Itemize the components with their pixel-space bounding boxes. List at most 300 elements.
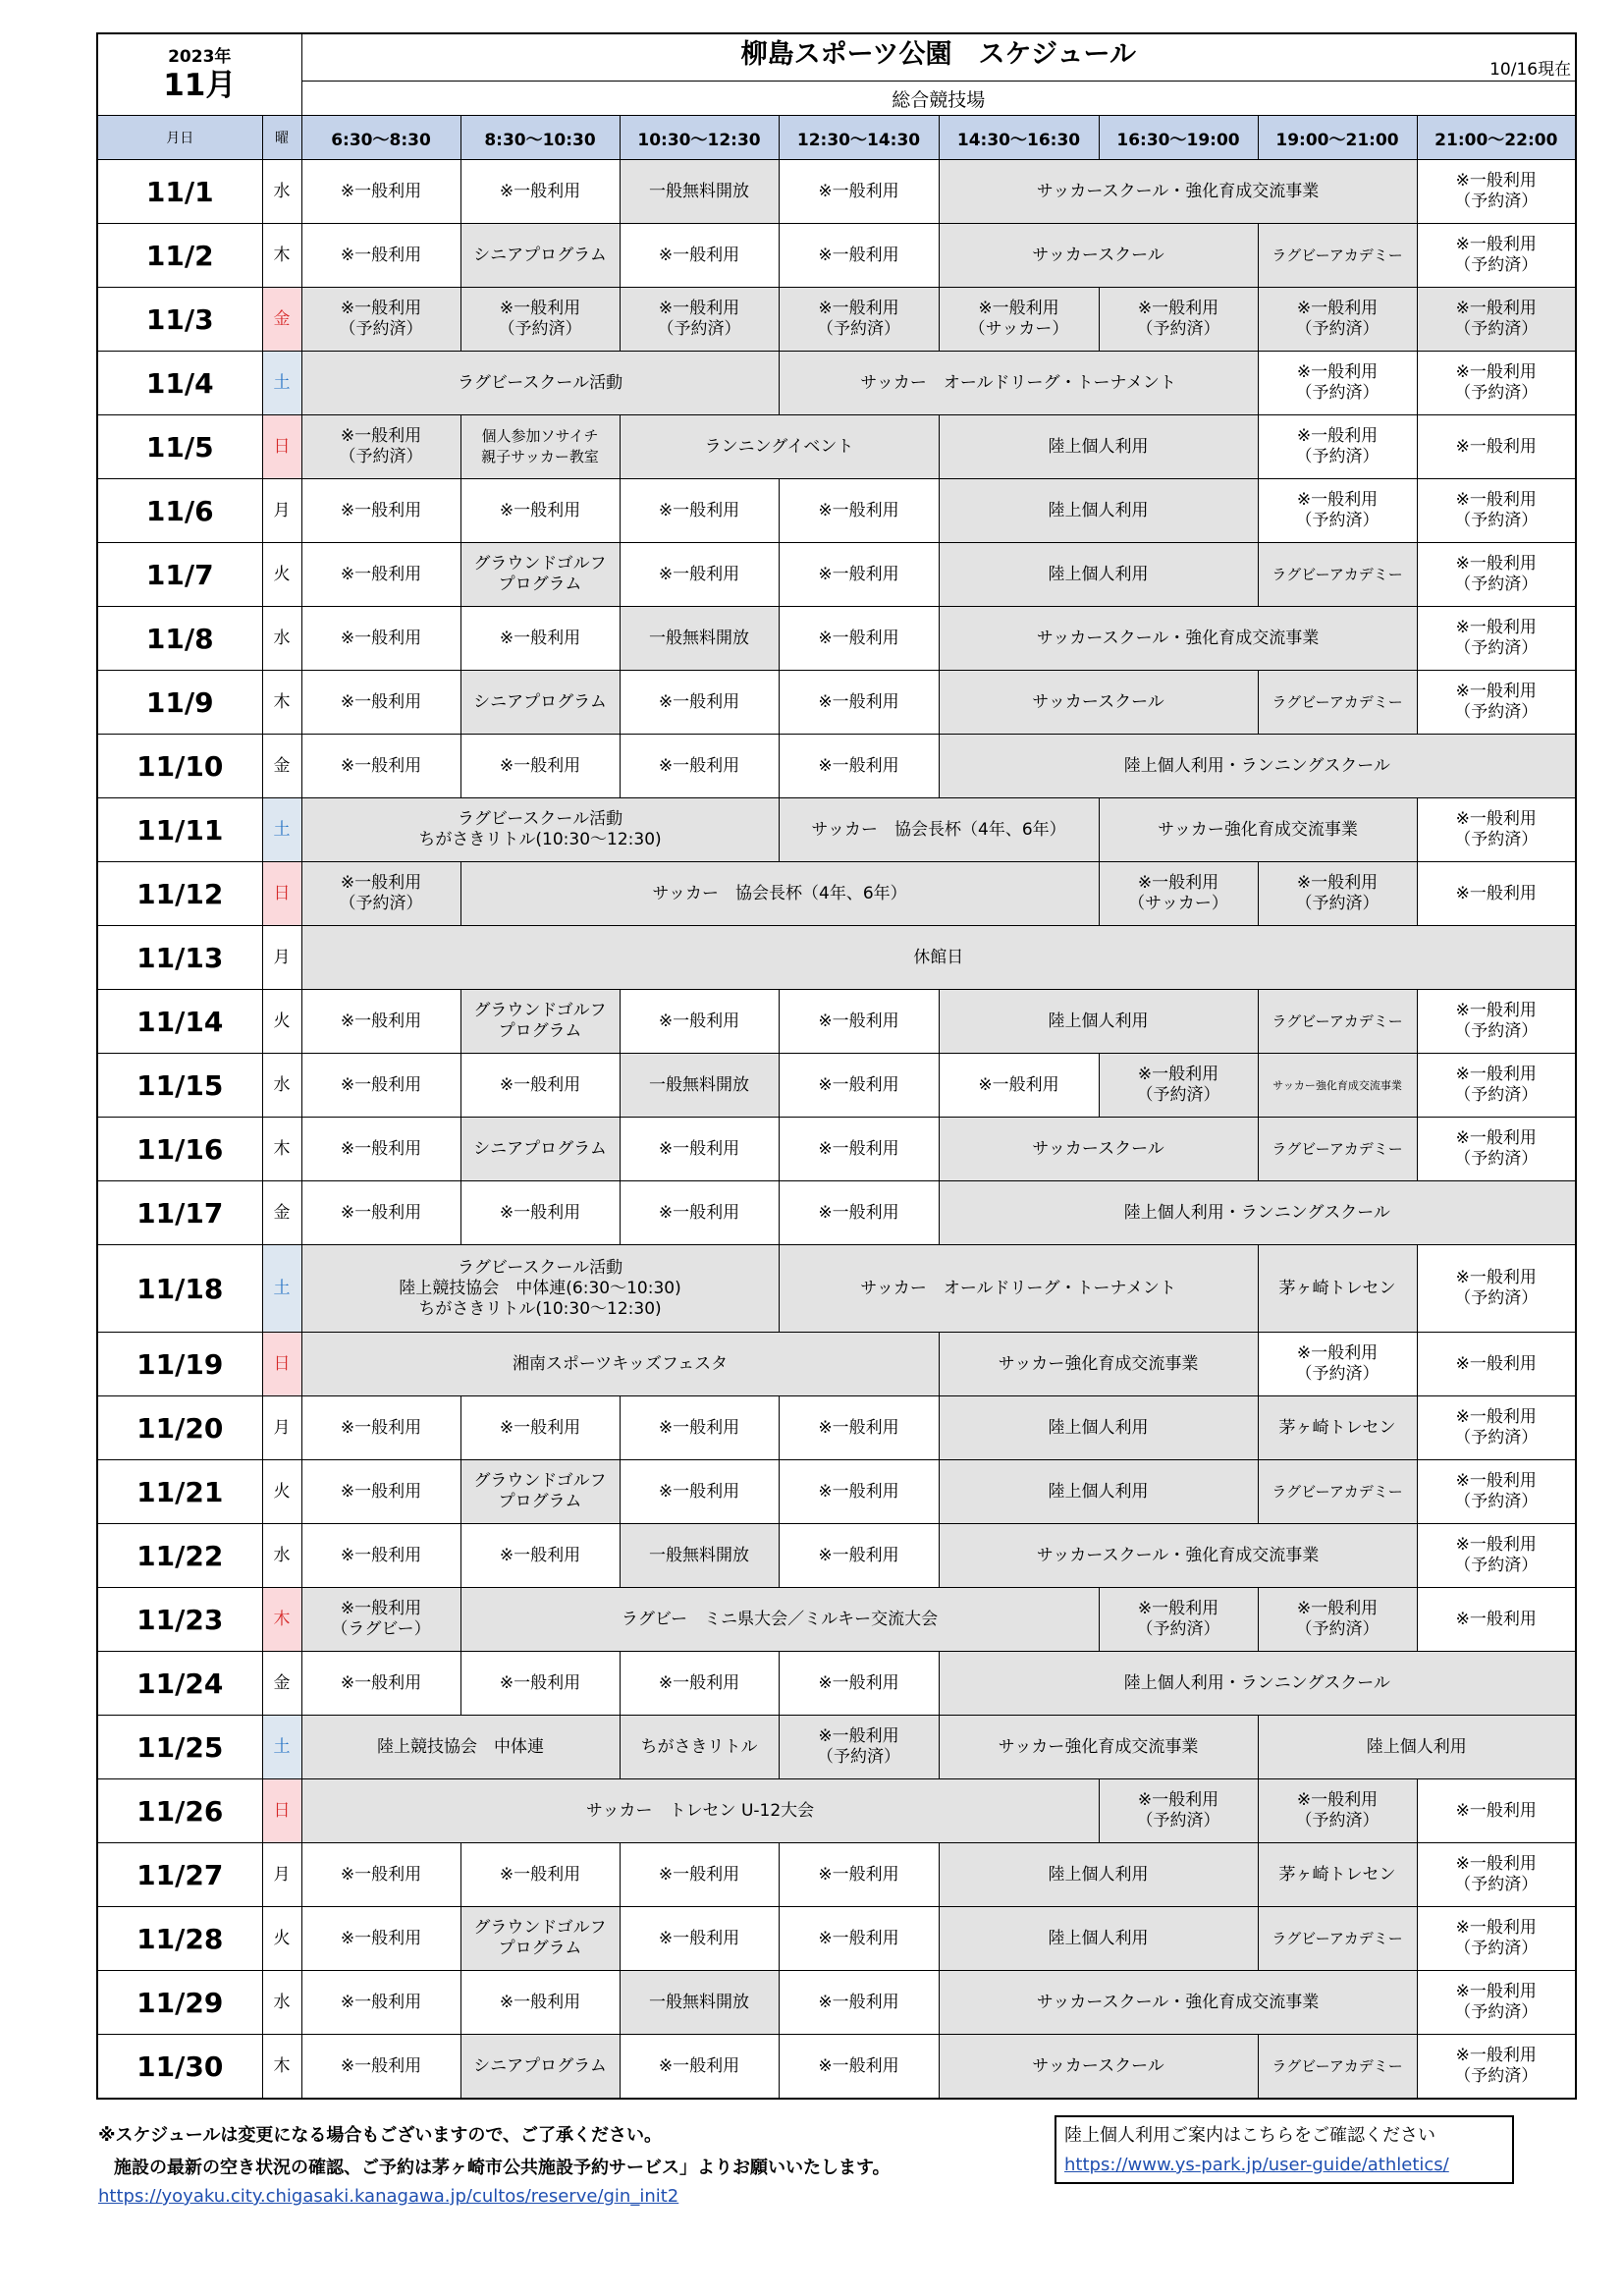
schedule-cell bbox=[460, 1396, 620, 1460]
cell-text-line: ※一般利用 bbox=[499, 181, 581, 201]
cell-text-line: ※一般利用 bbox=[1455, 362, 1537, 382]
cell-text-line: ※一般利用 bbox=[818, 1726, 899, 1746]
cell-text-line: ラグビーアカデミー bbox=[1271, 565, 1403, 583]
cell-text-line: ※一般利用 bbox=[818, 299, 899, 318]
cell-text-line: ※一般利用 bbox=[340, 1672, 422, 1693]
schedule-cell bbox=[620, 224, 779, 288]
schedule-cell bbox=[1417, 543, 1576, 607]
schedule-cell bbox=[620, 1907, 779, 1971]
cell-text-line: ※一般利用 bbox=[818, 2055, 899, 2076]
row-date: 11/6 bbox=[97, 479, 262, 543]
cell-text-line: （予約済） bbox=[498, 319, 582, 339]
schedule-cell bbox=[620, 415, 939, 479]
cell-text-line: プログラム bbox=[498, 1492, 582, 1511]
cell-text-line: （予約済） bbox=[1454, 1492, 1539, 1511]
schedule-cell bbox=[939, 1333, 1258, 1396]
schedule-cell bbox=[1417, 1779, 1576, 1843]
schedule-cell bbox=[1258, 352, 1417, 415]
schedule-row bbox=[97, 735, 1576, 798]
schedule-cell bbox=[1099, 288, 1258, 352]
cell-text-line: プログラム bbox=[498, 1939, 582, 1958]
schedule-cell bbox=[620, 1118, 779, 1181]
cell-text-line: ※一般利用 bbox=[1455, 1353, 1537, 1374]
schedule-cell bbox=[939, 543, 1258, 607]
row-weekday: 金 bbox=[262, 1652, 301, 1716]
schedule-cell bbox=[460, 479, 620, 543]
schedule-cell bbox=[1417, 224, 1576, 288]
cell-text-line: ※一般利用 bbox=[499, 628, 581, 648]
cell-text-line: （予約済） bbox=[817, 1747, 901, 1767]
schedule-cell bbox=[620, 990, 779, 1054]
schedule-row bbox=[97, 1396, 1576, 1460]
schedule-cell bbox=[620, 2035, 779, 2100]
schedule-cell bbox=[301, 1333, 939, 1396]
cell-text-line: ※一般利用 bbox=[340, 873, 422, 893]
schedule-cell bbox=[779, 1054, 939, 1118]
schedule-row bbox=[97, 607, 1576, 671]
schedule-cell bbox=[301, 1588, 460, 1652]
cell-text-line: ※一般利用 bbox=[1455, 436, 1537, 457]
schedule-cell bbox=[1417, 862, 1576, 926]
row-weekday: 水 bbox=[262, 607, 301, 671]
schedule-cell bbox=[939, 160, 1417, 224]
cell-text-line: ※一般利用 bbox=[499, 500, 581, 520]
cell-text-line: ※一般利用 bbox=[1296, 1599, 1379, 1618]
schedule-cell bbox=[460, 2035, 620, 2100]
row-date: 11/22 bbox=[97, 1524, 262, 1588]
cell-text-line: ※一般利用 bbox=[658, 500, 740, 520]
cell-text-line: ※一般利用 bbox=[1455, 490, 1537, 510]
schedule-cell bbox=[779, 2035, 939, 2100]
schedule-row bbox=[97, 671, 1576, 735]
cell-text-line: 一般無料開放 bbox=[649, 1074, 750, 1095]
row-weekday: 土 bbox=[262, 1716, 301, 1779]
schedule-cell bbox=[460, 735, 620, 798]
schedule-cell bbox=[939, 415, 1258, 479]
schedule-cell bbox=[620, 1460, 779, 1524]
schedule-cell bbox=[1417, 1460, 1576, 1524]
schedule-cell bbox=[620, 1716, 779, 1779]
cell-text-line: ラグビーアカデミー bbox=[1271, 1929, 1403, 1947]
cell-text-line: ※一般利用 bbox=[340, 564, 422, 584]
schedule-table bbox=[96, 32, 1577, 2100]
year-label: 2023年 bbox=[168, 47, 232, 67]
cell-text-line: ※一般利用 bbox=[1455, 883, 1537, 903]
schedule-cell bbox=[1417, 1245, 1576, 1333]
cell-text-line: ※一般利用 bbox=[818, 1992, 899, 2012]
cell-text-line: サッカー強化育成交流事業 bbox=[998, 1736, 1199, 1757]
col-header-slot: 10:30～12:30 bbox=[620, 116, 779, 160]
schedule-row bbox=[97, 1843, 1576, 1907]
schedule-cell bbox=[779, 798, 1099, 862]
cell-text-line: ※一般利用 bbox=[340, 1074, 422, 1095]
cell-text-line: ※一般利用 bbox=[658, 299, 740, 318]
cell-text-line: ※一般利用 bbox=[1296, 1790, 1379, 1810]
athletics-info-link[interactable]: https://www.ys-park.jp/user-guide/athletics/ bbox=[1064, 2155, 1449, 2175]
cell-text-line: ラグビースクール活動 bbox=[457, 372, 623, 393]
schedule-cell bbox=[779, 990, 939, 1054]
schedule-row bbox=[97, 415, 1576, 479]
cell-text-line: ※一般利用 bbox=[818, 628, 899, 648]
schedule-cell bbox=[301, 798, 779, 862]
row-date: 11/12 bbox=[97, 862, 262, 926]
schedule-cell bbox=[779, 1396, 939, 1460]
schedule-cell bbox=[779, 1716, 939, 1779]
cell-text-line: ※一般利用 bbox=[499, 1202, 581, 1223]
row-weekday: 木 bbox=[262, 1588, 301, 1652]
cell-text-line: ※一般利用 bbox=[1137, 299, 1219, 318]
row-weekday: 木 bbox=[262, 2035, 301, 2100]
cell-text-line: ※一般利用 bbox=[1455, 682, 1537, 701]
cell-text-line: ※一般利用 bbox=[818, 1545, 899, 1565]
schedule-cell bbox=[1099, 798, 1417, 862]
cell-text-line: （予約済） bbox=[1454, 638, 1539, 658]
schedule-cell bbox=[301, 990, 460, 1054]
cell-text-line: グラウンドゴルフ bbox=[473, 554, 607, 574]
cell-text-line: ※一般利用 bbox=[1455, 1407, 1537, 1427]
schedule-cell bbox=[1258, 1054, 1417, 1118]
schedule-cell bbox=[939, 1652, 1576, 1716]
schedule-cell bbox=[620, 607, 779, 671]
cell-text-line: ※一般利用 bbox=[1137, 1065, 1219, 1084]
cell-text-line: ※一般利用 bbox=[818, 245, 899, 265]
row-date: 11/27 bbox=[97, 1843, 262, 1907]
cell-text-line: 陸上個人利用 bbox=[1048, 1928, 1149, 1948]
row-date: 11/10 bbox=[97, 735, 262, 798]
cell-text-line: ※一般利用 bbox=[340, 1011, 422, 1031]
schedule-cell bbox=[1417, 479, 1576, 543]
schedule-cell bbox=[939, 288, 1099, 352]
schedule-cell bbox=[301, 735, 460, 798]
schedule-cell bbox=[301, 415, 460, 479]
cell-text-line: ※一般利用 bbox=[1455, 299, 1537, 318]
cell-text-line: ※一般利用 bbox=[499, 755, 581, 776]
cell-text-line: ※一般利用 bbox=[658, 1011, 740, 1031]
row-weekday: 水 bbox=[262, 1054, 301, 1118]
cell-text-line: ラグビーアカデミー bbox=[1271, 246, 1403, 264]
schedule-cell bbox=[1258, 1245, 1417, 1333]
row-date: 11/14 bbox=[97, 990, 262, 1054]
schedule-cell bbox=[939, 1054, 1099, 1118]
schedule-row bbox=[97, 1524, 1576, 1588]
cell-text-line: ※一般利用 bbox=[658, 1417, 740, 1438]
cell-text-line: ※一般利用 bbox=[818, 1481, 899, 1502]
cell-text-line: 陸上個人利用 bbox=[1048, 564, 1149, 584]
row-weekday: 土 bbox=[262, 1245, 301, 1333]
cell-text-line: ※一般利用 bbox=[658, 564, 740, 584]
schedule-row bbox=[97, 224, 1576, 288]
schedule-cell bbox=[939, 990, 1258, 1054]
row-date: 11/23 bbox=[97, 1588, 262, 1652]
schedule-cell bbox=[460, 1181, 620, 1245]
cell-text-line: ラグビースクール活動 bbox=[457, 809, 623, 829]
note-change: ※スケジュールは変更になる場合もございますので、ご了承ください。 bbox=[98, 2125, 663, 2146]
cell-text-line: ちがさきリトル(10:30～12:30) bbox=[418, 830, 662, 849]
row-weekday: 火 bbox=[262, 1907, 301, 1971]
cell-text-line: サッカースクール bbox=[1032, 691, 1164, 712]
col-header-slot: 14:30～16:30 bbox=[939, 116, 1099, 160]
schedule-cell bbox=[460, 1054, 620, 1118]
cell-text-line: サッカー強化育成交流事業 bbox=[998, 1353, 1199, 1374]
schedule-cell bbox=[620, 160, 779, 224]
row-date: 11/25 bbox=[97, 1716, 262, 1779]
row-date: 11/21 bbox=[97, 1460, 262, 1524]
row-date: 11/17 bbox=[97, 1181, 262, 1245]
cell-text-line: 個人参加ソサイチ bbox=[481, 427, 599, 445]
row-weekday: 火 bbox=[262, 990, 301, 1054]
cell-text-line: ※一般利用 bbox=[818, 755, 899, 776]
schedule-cell bbox=[460, 607, 620, 671]
schedule-cell bbox=[939, 2035, 1258, 2100]
cell-text-line: ラグビーアカデミー bbox=[1271, 692, 1403, 711]
row-weekday: 金 bbox=[262, 735, 301, 798]
cell-text-line: ※一般利用 bbox=[1455, 1918, 1537, 1938]
cell-text-line: サッカースクール・強化育成交流事業 bbox=[1036, 1545, 1320, 1565]
cell-text-line: （予約済） bbox=[1136, 319, 1220, 339]
cell-text-line: ランニングイベント bbox=[704, 436, 854, 457]
cell-text-line: ※一般利用 bbox=[1455, 1800, 1537, 1821]
cell-text-line: （予約済） bbox=[1136, 1619, 1220, 1639]
cell-text-line: ※一般利用 bbox=[499, 299, 581, 318]
row-weekday: 木 bbox=[262, 671, 301, 735]
cell-text-line: ※一般利用 bbox=[1296, 1343, 1379, 1363]
cell-text-line: 陸上個人利用・ランニングスクール bbox=[1123, 1672, 1390, 1693]
venue-name: 総合競技場 bbox=[301, 82, 1576, 116]
schedule-cell bbox=[301, 1396, 460, 1460]
cell-text-line: ※一般利用 bbox=[1455, 1609, 1537, 1629]
athletics-info-box bbox=[1055, 2115, 1514, 2184]
schedule-cell bbox=[1258, 1843, 1417, 1907]
col-header-slot: 19:00～21:00 bbox=[1258, 116, 1417, 160]
cell-text-line: サッカースクール bbox=[1032, 2055, 1164, 2076]
cell-text-line: （予約済） bbox=[1295, 383, 1380, 403]
schedule-row bbox=[97, 1460, 1576, 1524]
schedule-cell bbox=[1417, 352, 1576, 415]
schedule-row bbox=[97, 990, 1576, 1054]
row-date: 11/15 bbox=[97, 1054, 262, 1118]
row-date: 11/13 bbox=[97, 926, 262, 990]
schedule-cell bbox=[301, 1652, 460, 1716]
schedule-cell bbox=[939, 1971, 1417, 2035]
cell-text-line: ※一般利用 bbox=[818, 691, 899, 712]
schedule-cell bbox=[779, 288, 939, 352]
row-weekday: 水 bbox=[262, 160, 301, 224]
cell-text-line: 休館日 bbox=[913, 947, 964, 967]
schedule-cell bbox=[779, 671, 939, 735]
cell-text-line: 茅ヶ崎トレセン bbox=[1278, 1278, 1396, 1298]
schedule-row bbox=[97, 1716, 1576, 1779]
schedule-cell bbox=[1417, 798, 1576, 862]
schedule-cell bbox=[1417, 1054, 1576, 1118]
schedule-cell bbox=[301, 1779, 1099, 1843]
cell-text-line: ※一般利用 bbox=[818, 1672, 899, 1693]
cell-text-line: ※一般利用 bbox=[340, 1992, 422, 2012]
schedule-cell bbox=[460, 1118, 620, 1181]
schedule-row bbox=[97, 2035, 1576, 2100]
cell-text-line: グラウンドゴルフ bbox=[473, 1918, 607, 1938]
cell-text-line: ※一般利用 bbox=[818, 181, 899, 201]
schedule-cell bbox=[1258, 1396, 1417, 1460]
schedule-row bbox=[97, 288, 1576, 352]
schedule-cell bbox=[1258, 671, 1417, 735]
schedule-cell bbox=[620, 735, 779, 798]
cell-text-line: サッカースクール・強化育成交流事業 bbox=[1036, 628, 1320, 648]
cell-text-line: ※一般利用 bbox=[340, 628, 422, 648]
as-of-date: 10/16現在 bbox=[1489, 60, 1572, 81]
schedule-cell bbox=[939, 1118, 1258, 1181]
cell-text-line: サッカースクール bbox=[1032, 1138, 1164, 1159]
cell-text-line: サッカースクール・強化育成交流事業 bbox=[1036, 181, 1320, 201]
cell-text-line: ※一般利用 bbox=[1455, 1471, 1537, 1491]
cell-text-line: ※一般利用 bbox=[658, 1864, 740, 1885]
schedule-cell bbox=[460, 288, 620, 352]
schedule-cell bbox=[939, 1181, 1576, 1245]
schedule-row bbox=[97, 543, 1576, 607]
cell-text-line: （予約済） bbox=[1454, 1556, 1539, 1575]
cell-text-line: （サッカー） bbox=[968, 319, 1069, 339]
row-weekday: 金 bbox=[262, 1181, 301, 1245]
schedule-cell bbox=[620, 1843, 779, 1907]
cell-text-line: ※一般利用 bbox=[1137, 1599, 1219, 1618]
cell-text-line: ※一般利用 bbox=[340, 426, 422, 446]
cell-text-line: ※一般利用 bbox=[1455, 235, 1537, 254]
cell-text-line: ※一般利用 bbox=[818, 1864, 899, 1885]
cell-text-line: 陸上個人利用 bbox=[1048, 1417, 1149, 1438]
schedule-cell bbox=[460, 671, 620, 735]
schedule-cell bbox=[620, 288, 779, 352]
schedule-cell bbox=[779, 1907, 939, 1971]
cell-text-line: ※一般利用 bbox=[1455, 554, 1537, 574]
cell-text-line: ※一般利用 bbox=[1296, 299, 1379, 318]
cell-text-line: ラグビーアカデミー bbox=[1271, 1482, 1403, 1501]
schedule-row bbox=[97, 1652, 1576, 1716]
schedule-cell bbox=[1417, 1843, 1576, 1907]
cell-text-line: プログラム bbox=[498, 574, 582, 594]
cell-text-line: （予約済） bbox=[1454, 1085, 1539, 1105]
cell-text-line: シニアプログラム bbox=[473, 1138, 607, 1159]
reservation-link[interactable]: https://yoyaku.city.chigasaki.kanagawa.jp/cultos/reserve/gin_init2 bbox=[98, 2186, 679, 2207]
schedule-row bbox=[97, 160, 1576, 224]
column-header-row bbox=[97, 116, 1576, 160]
cell-text-line: 陸上個人利用・ランニングスクール bbox=[1123, 1202, 1390, 1223]
schedule-cell bbox=[1258, 1333, 1417, 1396]
row-weekday: 火 bbox=[262, 1460, 301, 1524]
schedule-row bbox=[97, 1333, 1576, 1396]
schedule-cell bbox=[620, 1396, 779, 1460]
schedule-cell bbox=[460, 1652, 620, 1716]
row-weekday: 日 bbox=[262, 862, 301, 926]
cell-text-line: ※一般利用 bbox=[658, 1928, 740, 1948]
row-weekday: 日 bbox=[262, 1333, 301, 1396]
row-weekday: 月 bbox=[262, 479, 301, 543]
schedule-cell bbox=[620, 479, 779, 543]
cell-text-line: サッカースクール・強化育成交流事業 bbox=[1036, 1992, 1320, 2012]
schedule-row bbox=[97, 1907, 1576, 1971]
schedule-cell bbox=[1258, 479, 1417, 543]
schedule-cell bbox=[301, 1843, 460, 1907]
schedule-cell bbox=[1417, 288, 1576, 352]
cell-text-line: （予約済） bbox=[1295, 1619, 1380, 1639]
schedule-cell bbox=[1258, 862, 1417, 926]
schedule-cell bbox=[779, 1971, 939, 2035]
schedule-cell bbox=[301, 1524, 460, 1588]
schedule-cell bbox=[1258, 1588, 1417, 1652]
cell-text-line: （予約済） bbox=[1454, 1428, 1539, 1448]
schedule-cell bbox=[779, 735, 939, 798]
schedule-cell bbox=[939, 607, 1417, 671]
row-weekday: 水 bbox=[262, 1524, 301, 1588]
cell-text-line: （予約済） bbox=[1295, 511, 1380, 530]
cell-text-line: （予約済） bbox=[1454, 702, 1539, 722]
schedule-cell bbox=[1258, 1779, 1417, 1843]
schedule-cell bbox=[460, 160, 620, 224]
cell-text-line: ※一般利用 bbox=[499, 1992, 581, 2012]
col-header-slot: 12:30～14:30 bbox=[779, 116, 939, 160]
row-weekday: 月 bbox=[262, 1843, 301, 1907]
schedule-row bbox=[97, 862, 1576, 926]
schedule-cell bbox=[1417, 415, 1576, 479]
cell-text-line: ※一般利用 bbox=[658, 1481, 740, 1502]
schedule-cell bbox=[779, 607, 939, 671]
cell-text-line: サッカー強化育成交流事業 bbox=[1158, 819, 1358, 840]
schedule-row bbox=[97, 479, 1576, 543]
cell-text-line: （予約済） bbox=[657, 319, 741, 339]
cell-text-line: サッカー 協会長杯（4年、6年） bbox=[652, 883, 907, 903]
cell-text-line: ※一般利用 bbox=[340, 1202, 422, 1223]
cell-text-line: ※一般利用 bbox=[340, 755, 422, 776]
cell-text-line: ※一般利用 bbox=[1455, 1128, 1537, 1148]
note-reservation: 施設の最新の空き状況の確認、ご予約は茅ヶ崎市公共施設予約サービス」よりお願いいたします。 bbox=[114, 2158, 891, 2178]
cell-text-line: 陸上個人利用 bbox=[1048, 436, 1149, 457]
schedule-cell bbox=[460, 1524, 620, 1588]
schedule-cell bbox=[1099, 1054, 1258, 1118]
cell-text-line: プログラム bbox=[498, 1021, 582, 1041]
schedule-cell bbox=[620, 1652, 779, 1716]
schedule-cell bbox=[1417, 1588, 1576, 1652]
row-date: 11/29 bbox=[97, 1971, 262, 2035]
schedule-cell bbox=[779, 1524, 939, 1588]
schedule-cell bbox=[620, 1054, 779, 1118]
row-date: 11/11 bbox=[97, 798, 262, 862]
schedule-cell bbox=[939, 671, 1258, 735]
cell-text-line: ※一般利用 bbox=[818, 500, 899, 520]
schedule-cell bbox=[779, 160, 939, 224]
cell-text-line: （予約済） bbox=[1136, 1811, 1220, 1831]
schedule-row bbox=[97, 1588, 1576, 1652]
schedule-row bbox=[97, 1181, 1576, 1245]
cell-text-line: 茅ヶ崎トレセン bbox=[1278, 1417, 1396, 1438]
row-weekday: 金 bbox=[262, 288, 301, 352]
schedule-cell bbox=[301, 1460, 460, 1524]
cell-text-line: ※一般利用 bbox=[499, 1545, 581, 1565]
schedule-cell bbox=[779, 1460, 939, 1524]
schedule-row bbox=[97, 1779, 1576, 1843]
schedule-cell bbox=[460, 1843, 620, 1907]
cell-text-line: ※一般利用 bbox=[499, 1417, 581, 1438]
cell-text-line: ※一般利用 bbox=[1455, 1535, 1537, 1555]
schedule-cell bbox=[1258, 1716, 1576, 1779]
cell-text-line: サッカー 協会長杯（4年、6年） bbox=[811, 819, 1066, 840]
schedule-cell bbox=[301, 352, 779, 415]
cell-text-line: ※一般利用 bbox=[818, 1138, 899, 1159]
cell-text-line: （予約済） bbox=[1454, 383, 1539, 403]
cell-text-line: ※一般利用 bbox=[340, 181, 422, 201]
cell-text-line: ※一般利用 bbox=[1455, 1268, 1537, 1287]
cell-text-line: ※一般利用 bbox=[658, 755, 740, 776]
cell-text-line: 陸上個人利用 bbox=[1048, 500, 1149, 520]
cell-text-line: ※一般利用 bbox=[340, 691, 422, 712]
cell-text-line: ※一般利用 bbox=[1455, 1065, 1537, 1084]
